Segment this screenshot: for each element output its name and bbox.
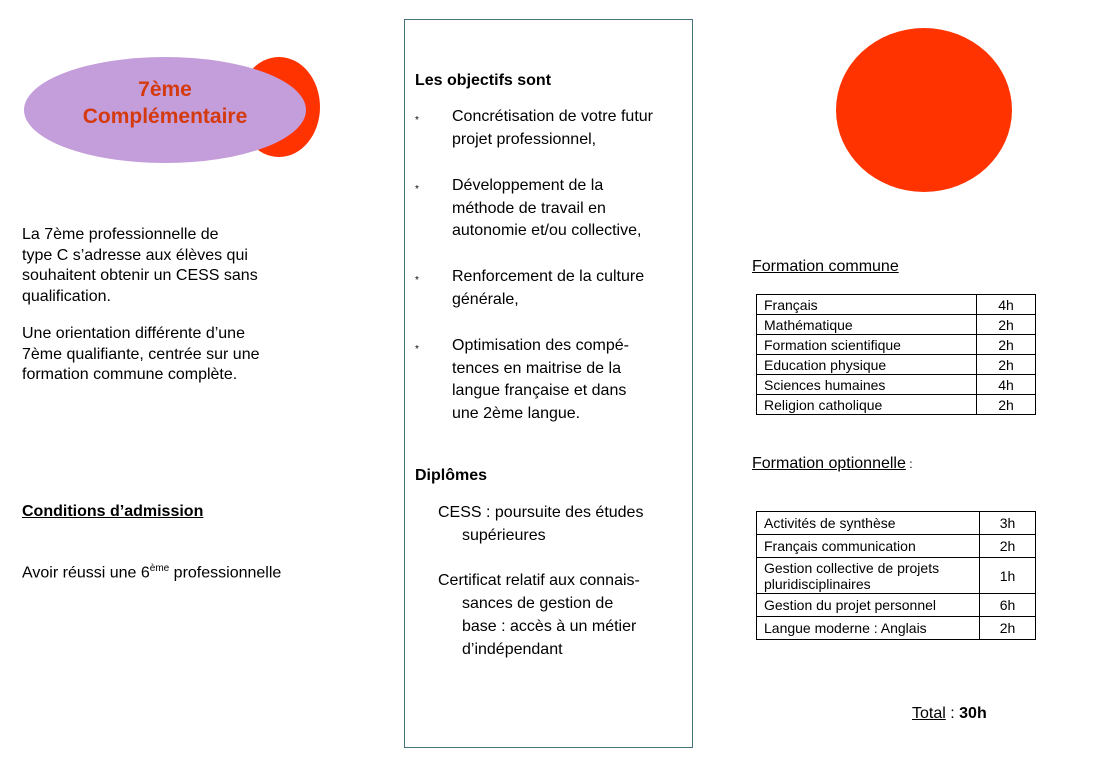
intro-line: La 7ème professionnelle de [22,226,219,243]
table-row [757,535,1036,558]
intro-line: souhaitent obtenir un CESS sans [22,267,258,284]
diplomas-title: Diplômes [415,467,488,484]
course-name: Activités de synthèse [757,512,980,535]
objective-line: tences en maitrise de la [452,359,621,377]
formation-commune-table [756,294,1036,415]
intro-paragraph-1 [22,225,322,307]
bullet-icon: * [415,275,419,286]
diploma-line: Certificat relatif aux connais- [438,572,640,589]
conditions-superscript: ème [149,563,170,574]
objective-line: générale, [452,290,519,308]
intro-line: 7ème qualifiante, centrée sur une [22,345,260,363]
objective-line: une 2ème langue. [452,404,581,422]
diploma-line: base : accès à un métier [462,618,637,635]
course-name: Education physique [757,355,977,375]
diploma-line: CESS : poursuite des études [438,504,644,521]
diploma-item [438,569,688,661]
total-hours [912,705,987,723]
formation-commune-title: Formation commune [752,258,899,275]
table-row [757,512,1036,535]
objective-line: autonomie et/ou collective, [452,222,642,239]
course-name: Sciences humaines [757,375,977,395]
intro-line: type C s’adresse aux élèves qui [22,246,248,264]
diploma-item [438,501,688,547]
table-row [757,315,1036,335]
table-row [757,355,1036,375]
course-hours: 2h [977,315,1036,335]
table-row [757,395,1036,415]
bullet-icon: * [415,115,419,126]
table-row [757,594,1036,617]
objective-line: Optimisation des compé- [452,337,629,354]
diploma-line: sances de gestion de [462,595,614,612]
diploma-line: supérieures [462,527,546,544]
intro-paragraph-2 [22,324,322,386]
course-name: Gestion du projet personnel [757,594,980,617]
course-hours: 2h [977,355,1036,375]
course-name: Religion catholique [757,395,977,415]
intro-line: qualification. [22,287,111,305]
course-hours: 4h [977,375,1036,395]
total-value: 30h [959,705,987,722]
formation-optionnelle-table [756,511,1036,640]
formation-optionnelle-colon: : [905,457,913,471]
table-row [757,335,1036,355]
conditions-text-end: professionnelle [169,564,282,582]
conditions-text [22,563,281,582]
table-row [757,375,1036,395]
logo-line-1: 7ème [138,78,192,101]
table-row [757,617,1036,640]
course-hours: 2h [977,395,1036,415]
course-hours: 4h [977,295,1036,315]
course-hours: 6h [980,594,1036,617]
intro-line: Une orientation différente d’une [22,325,245,342]
logo-title [24,76,306,130]
table-row [757,558,1036,594]
objective-line: projet professionnel, [452,130,597,148]
conditions-title: Conditions d’admission [22,503,204,520]
bullet-icon: * [415,184,419,195]
course-hours: 2h [977,335,1036,355]
objective-line: Concrétisation de votre futur [452,108,653,125]
course-hours: 1h [980,558,1036,594]
course-name: Français communication [757,535,980,558]
formation-optionnelle-title: Formation optionnelle [752,455,906,472]
course-name: Mathématique [757,315,977,335]
objective-line: Développement de la [452,177,604,194]
decorative-circle [836,28,1012,192]
objective-line: langue française et dans [452,382,627,399]
logo-line-2: Complémentaire [82,105,248,128]
course-hours: 3h [980,512,1036,535]
course-name: Langue moderne : Anglais [757,617,980,640]
diploma-line: d’indépendant [462,641,563,658]
objective-line: méthode de travail en [452,199,606,217]
total-label: Total [912,705,946,722]
conditions-text-start: Avoir réussi une 6 [22,564,150,582]
objective-line: Renforcement de la culture [452,268,645,285]
course-name: Français [757,295,977,315]
course-name: Gestion collective de projets pluridisciplinaires [757,558,980,594]
course-name: Formation scientifique [757,335,977,355]
intro-line: formation commune complète. [22,366,238,383]
formation-optionnelle-heading [752,455,913,473]
bullet-icon: * [415,344,419,355]
total-separator: : [945,705,960,722]
course-hours: 2h [980,535,1036,558]
objectives-title: Les objectifs sont [415,72,552,89]
table-row [757,295,1036,315]
course-hours: 2h [980,617,1036,640]
